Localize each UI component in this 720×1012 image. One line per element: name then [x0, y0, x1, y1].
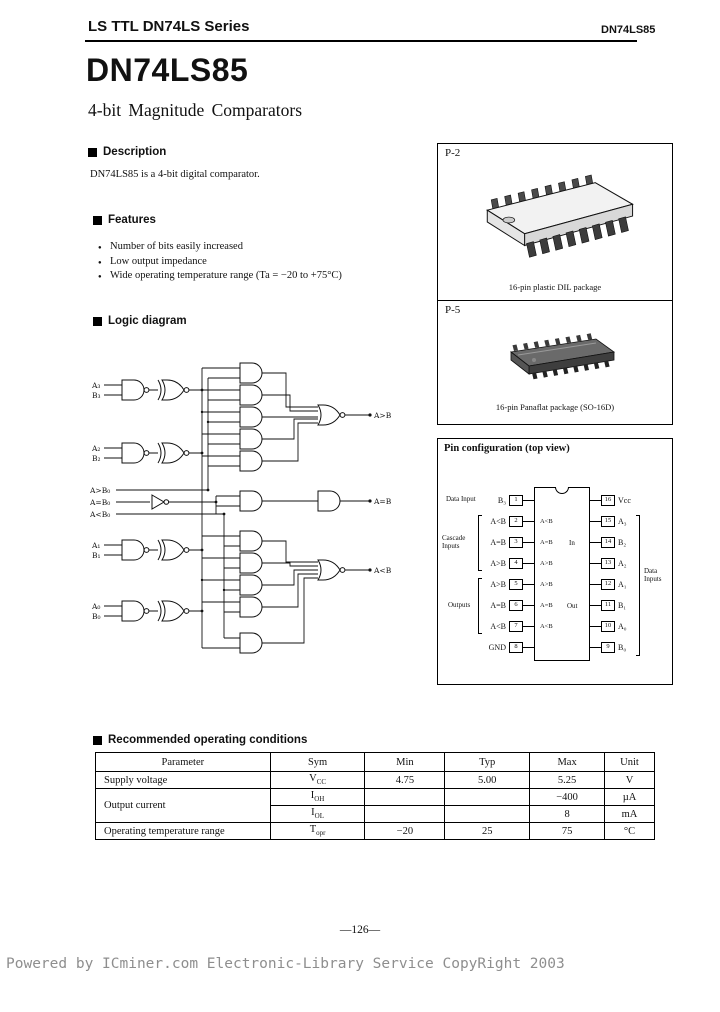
- package-box: [437, 143, 673, 425]
- pin-number-box: [509, 621, 523, 632]
- ic-inner-label: A=B: [540, 539, 553, 546]
- pin1-notch: [503, 217, 515, 223]
- group-label-data-inputs: Data Inputs: [644, 567, 662, 583]
- pin-number: 1: [514, 496, 518, 504]
- col-header-typ: Typ: [445, 753, 530, 772]
- section-square-icon: [88, 148, 97, 157]
- pin-number-box: [509, 537, 523, 548]
- pin-number-box: [601, 537, 615, 548]
- pin-number-box: [601, 579, 615, 590]
- pin-number-box: [601, 516, 615, 527]
- cell-min: [365, 789, 445, 806]
- input-label: A₂: [92, 444, 101, 453]
- feature-item: ● Number of bits easily increased: [98, 240, 342, 255]
- output-label: A>B: [374, 411, 392, 420]
- ic-inner-out-label: Out: [567, 602, 578, 610]
- input-label: B₃: [92, 391, 101, 400]
- pin-wire: [590, 500, 601, 501]
- operating-conditions-table: [95, 752, 655, 840]
- package-divider: [438, 300, 672, 301]
- pin-number-box: [509, 516, 523, 527]
- sym-main: I: [310, 790, 315, 802]
- logic-diagram-heading-label: Logic diagram: [108, 315, 187, 327]
- output-label: A=B: [374, 497, 392, 506]
- pin-configuration-box: [437, 438, 673, 685]
- pin-wire: [523, 605, 534, 606]
- pin-number: 6: [514, 601, 518, 609]
- table-row: [96, 772, 655, 789]
- package-p2-label: P-2: [445, 147, 461, 159]
- pin-number: 14: [604, 538, 612, 546]
- cell-unit: V: [605, 772, 655, 789]
- package-p5-label: P-5: [445, 304, 461, 316]
- pin-number: 9: [606, 643, 610, 651]
- pin-wire: [523, 584, 534, 585]
- section-square-icon: [93, 317, 102, 326]
- pin-row: [590, 532, 674, 553]
- pin-wire: [523, 500, 534, 501]
- cell-min: [365, 806, 445, 823]
- pin-row: [438, 616, 534, 637]
- pin-wire: [590, 647, 601, 648]
- pin-row: [438, 637, 534, 658]
- pin-label: A<B: [490, 517, 506, 526]
- package-p2-caption: 16-pin plastic DIL package: [508, 282, 602, 292]
- logic-diagram-heading: [93, 315, 187, 327]
- pin-label: B₁: [618, 601, 627, 610]
- sym-sub: OL: [314, 812, 324, 821]
- data-inputs-brace: [636, 515, 640, 656]
- pin-number-box: [509, 495, 523, 506]
- pin-wire: [590, 521, 601, 522]
- ic-inner-label: A=B: [540, 602, 553, 609]
- cell-sym: [270, 806, 365, 823]
- cell-sym: [270, 823, 365, 840]
- pin-row: [438, 511, 534, 532]
- pin-wire: [590, 542, 601, 543]
- pin-label: A<B: [490, 622, 506, 631]
- pin-label: A=B: [490, 538, 506, 547]
- table-row: [96, 789, 655, 806]
- cell-unit: °C: [605, 823, 655, 840]
- ic-inner-label: A<B: [540, 518, 553, 525]
- description-heading-label: Description: [103, 146, 167, 158]
- pin-number: 15: [604, 517, 612, 525]
- page-number: —126—: [339, 924, 381, 936]
- pin-label: A₃: [618, 517, 627, 526]
- cell-typ: [445, 789, 530, 806]
- pin-wire: [523, 563, 534, 564]
- cell-sym: [270, 789, 365, 806]
- pin-row: [590, 511, 674, 532]
- col-header-unit: Unit: [605, 753, 655, 772]
- cell-typ: 25: [445, 823, 530, 840]
- sym-main: V: [309, 773, 317, 785]
- input-label: A₃: [92, 381, 101, 390]
- pin-label: B₃: [497, 496, 506, 505]
- features-list: [98, 240, 342, 284]
- pin-number-box: [509, 600, 523, 611]
- ic-inner-label: A>B: [540, 581, 553, 588]
- ic-body: [534, 487, 590, 661]
- pin-number: 5: [514, 580, 518, 588]
- ic-notch: [555, 487, 569, 494]
- pin-number-box: [601, 621, 615, 632]
- cascade-input-label: A>B₀: [90, 486, 111, 495]
- col-header-min: Min: [365, 753, 445, 772]
- pin-wire: [590, 563, 601, 564]
- section-square-icon: [93, 736, 102, 745]
- pin-label: A>B: [490, 559, 506, 568]
- input-label: B₀: [92, 612, 101, 621]
- part-number-header: DN74LS85: [601, 24, 656, 36]
- cell-max: 75: [530, 823, 605, 840]
- pin-number: 2: [514, 517, 518, 525]
- ic-inner-label: A<B: [540, 623, 553, 630]
- col-header-parameter: Parameter: [96, 753, 271, 772]
- pin-number: 8: [514, 643, 518, 651]
- pin-number-box: [601, 642, 615, 653]
- pin-number: 10: [604, 622, 612, 630]
- pin-wire: [523, 542, 534, 543]
- pin-number: 16: [604, 496, 612, 504]
- cell-sym: [270, 772, 365, 789]
- pin-number-box: [601, 495, 615, 506]
- description-text: DN74LS85 is a 4-bit digital comparator.: [90, 169, 260, 180]
- cascade-input-label: A=B₀: [90, 498, 111, 507]
- pin-number-box: [509, 579, 523, 590]
- pin-number: 13: [604, 559, 612, 567]
- sym-sub: opr: [316, 829, 326, 838]
- pin-row: [590, 490, 674, 511]
- cascade-inputs-brace: [478, 515, 482, 571]
- series-title: LS TTL DN74LS Series: [88, 18, 250, 35]
- section-square-icon: [93, 216, 102, 225]
- cell-unit: µA: [605, 789, 655, 806]
- pin-label: Vcc: [618, 496, 631, 505]
- pin-configuration-heading: Pin configuration (top view): [444, 443, 570, 454]
- package-p5-caption: 16-pin Panaflat package (SO-16D): [495, 402, 615, 412]
- pin-label: B₀: [618, 643, 627, 652]
- cell-parameter: Operating temperature range: [96, 823, 271, 840]
- input-label: A₁: [92, 541, 101, 550]
- pin-number: 4: [514, 559, 518, 567]
- feature-item: ● Wide operating temperature range (Ta = −20 to +75°C): [98, 269, 342, 284]
- table-heading-label: Recommended operating conditions: [108, 734, 308, 746]
- page-title: DN74LS85: [86, 52, 249, 88]
- col-header-sym: Sym: [270, 753, 365, 772]
- pin-row: [590, 637, 674, 658]
- cell-max: 5.25: [530, 772, 605, 789]
- watermark: Powered by ICminer.com Electronic-Library Service CopyRight 2003: [6, 956, 565, 972]
- feature-item: ● Low output impedance: [98, 255, 342, 270]
- cell-max: 8: [530, 806, 605, 823]
- col-header-max: Max: [530, 753, 605, 772]
- so-package-drawing: [456, 322, 656, 392]
- cell-parameter: Supply voltage: [96, 772, 271, 789]
- pin-number-box: [509, 642, 523, 653]
- sym-sub: CC: [316, 778, 327, 787]
- pin-number: 3: [514, 538, 518, 546]
- pin-row: [590, 616, 674, 637]
- logic-gates: [122, 363, 345, 653]
- logic-diagram: [90, 345, 435, 675]
- pin-row: [590, 595, 674, 616]
- pin-wire: [523, 647, 534, 648]
- cell-typ: [445, 806, 530, 823]
- pin-number-box: [601, 558, 615, 569]
- input-label: B₂: [92, 454, 101, 463]
- output-label: A<B: [374, 566, 392, 575]
- cell-parameter: Output current: [96, 789, 271, 823]
- ic-inner-label: A>B: [540, 560, 553, 567]
- outputs-brace: [478, 578, 482, 634]
- group-label-data-input: Data Input: [446, 495, 476, 503]
- pin-wire: [523, 626, 534, 627]
- pin-label: A₁: [618, 580, 627, 589]
- features-heading: [93, 214, 156, 226]
- cascade-input-label: A<B₀: [90, 510, 111, 519]
- cell-unit: mA: [605, 806, 655, 823]
- description-heading: [88, 146, 166, 158]
- sym-sub: OH: [314, 795, 325, 804]
- pin-wire: [523, 521, 534, 522]
- ic-inner-in-label: In: [569, 539, 575, 547]
- table-heading: [93, 734, 307, 746]
- pin-label: A>B: [490, 580, 506, 589]
- table-row: [96, 823, 655, 840]
- pin-number-box: [601, 600, 615, 611]
- pin-label: A₀: [618, 622, 627, 631]
- dip-package-drawing: [448, 158, 664, 280]
- header-rule: [85, 40, 637, 42]
- sym-main: T: [309, 824, 317, 836]
- sym-main: I: [311, 807, 315, 819]
- features-heading-label: Features: [108, 214, 156, 226]
- page-subtitle: 4-bit Magnitude Comparators: [88, 100, 303, 120]
- pin-number: 7: [514, 622, 518, 630]
- pin-wire: [590, 584, 601, 585]
- pin-label: A₂: [618, 559, 627, 568]
- pin-wire: [590, 605, 601, 606]
- input-label: B₁: [92, 551, 101, 560]
- table-header-row: [96, 753, 655, 772]
- pin-row: [438, 553, 534, 574]
- pin-row: [438, 574, 534, 595]
- pin-label: GND: [488, 643, 506, 652]
- group-label-outputs: Outputs: [448, 601, 471, 609]
- cell-min: −20: [365, 823, 445, 840]
- pin1-dot: [532, 358, 536, 362]
- pin-number-box: [509, 558, 523, 569]
- cell-min: 4.75: [365, 772, 445, 789]
- pin-label: B₂: [618, 538, 627, 547]
- pin-number: 11: [604, 601, 612, 609]
- cell-max: −400: [530, 789, 605, 806]
- group-label-cascade-inputs: Cascade Inputs: [442, 534, 466, 550]
- pin-wire: [590, 626, 601, 627]
- input-label: A₀: [92, 602, 101, 611]
- pin-label: A=B: [490, 601, 506, 610]
- cell-typ: 5.00: [445, 772, 530, 789]
- pin-number: 12: [604, 580, 612, 588]
